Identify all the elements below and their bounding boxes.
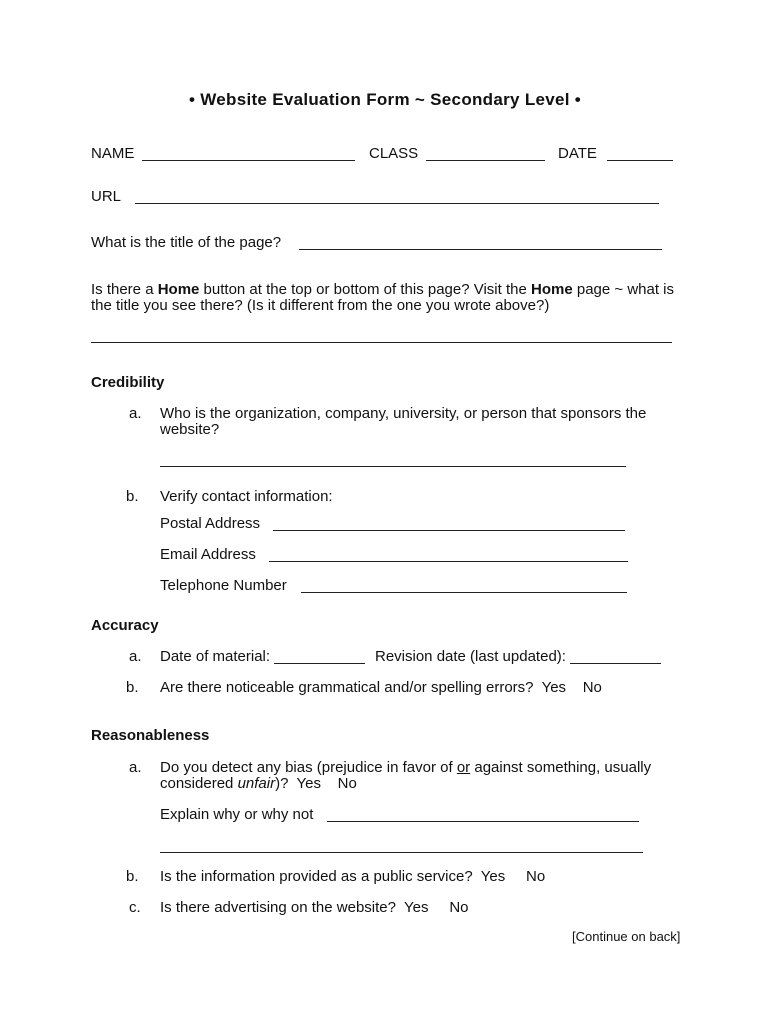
credibility-a-line1: Who is the organization, company, university, or person that sponsors the <box>160 405 647 422</box>
reasonableness-c-marker: c. <box>129 899 141 916</box>
page-title-question: What is the title of the page? <box>91 234 282 251</box>
sponsor-field[interactable] <box>160 466 626 467</box>
postal-address-field[interactable] <box>273 530 625 531</box>
date-of-material-field[interactable] <box>274 663 365 664</box>
date-label: DATE <box>558 145 597 162</box>
revision-date-field[interactable] <box>570 663 661 664</box>
bias-question-line1: Do you detect any bias (prejudice in favor of or against something, usually <box>160 759 652 776</box>
class-label: CLASS <box>369 145 419 162</box>
url-label: URL <box>91 188 122 205</box>
accuracy-heading: Accuracy <box>91 617 159 634</box>
telephone-label: Telephone Number <box>160 577 287 594</box>
continue-note: [Continue on back] <box>572 929 681 944</box>
email-address-label: Email Address <box>160 546 256 563</box>
advertising-question: Is there advertising on the website? Yes No <box>160 899 469 916</box>
email-address-field[interactable] <box>269 561 628 562</box>
reasonableness-a-marker: a. <box>129 759 142 776</box>
explain-field[interactable] <box>327 821 639 822</box>
reasonableness-heading: Reasonableness <box>91 727 210 744</box>
postal-address-label: Postal Address <box>160 515 261 532</box>
date-field[interactable] <box>607 160 673 161</box>
telephone-field[interactable] <box>301 592 627 593</box>
accuracy-b-text: Are there noticeable grammatical and/or spelling errors? Yes No <box>160 679 602 696</box>
explain-label: Explain why or why not <box>160 806 314 823</box>
date-of-material-label: Date of material: <box>160 648 271 665</box>
credibility-heading: Credibility <box>91 374 165 391</box>
class-field[interactable] <box>426 160 545 161</box>
reasonableness-b-marker: b. <box>126 868 139 885</box>
accuracy-a-marker: a. <box>129 648 142 665</box>
form-title: • Website Evaluation Form ~ Secondary Level • <box>188 90 582 109</box>
name-label: NAME <box>91 145 135 162</box>
url-field[interactable] <box>135 203 659 204</box>
accuracy-b-marker: b. <box>126 679 139 696</box>
credibility-b-marker: b. <box>126 488 139 505</box>
bias-question-line2: considered unfair)? Yes No <box>160 775 357 792</box>
revision-date-label: Revision date (last updated): <box>375 648 566 665</box>
credibility-b-text: Verify contact information: <box>160 488 333 505</box>
home-title-field[interactable] <box>91 342 672 343</box>
name-field[interactable] <box>142 160 355 161</box>
credibility-a-marker: a. <box>129 405 142 422</box>
credibility-a-line2: website? <box>160 421 220 438</box>
home-question-line2: the title you see there? (Is it different from the one you wrote above?) <box>91 297 550 314</box>
public-service-question: Is the information provided as a public service? Yes No <box>160 868 546 885</box>
explain-field-continued[interactable] <box>160 852 643 853</box>
home-question-line1: Is there a Home button at the top or bottom of this page? Visit the Home page ~ what is <box>91 281 675 298</box>
page-title-field[interactable] <box>299 249 662 250</box>
